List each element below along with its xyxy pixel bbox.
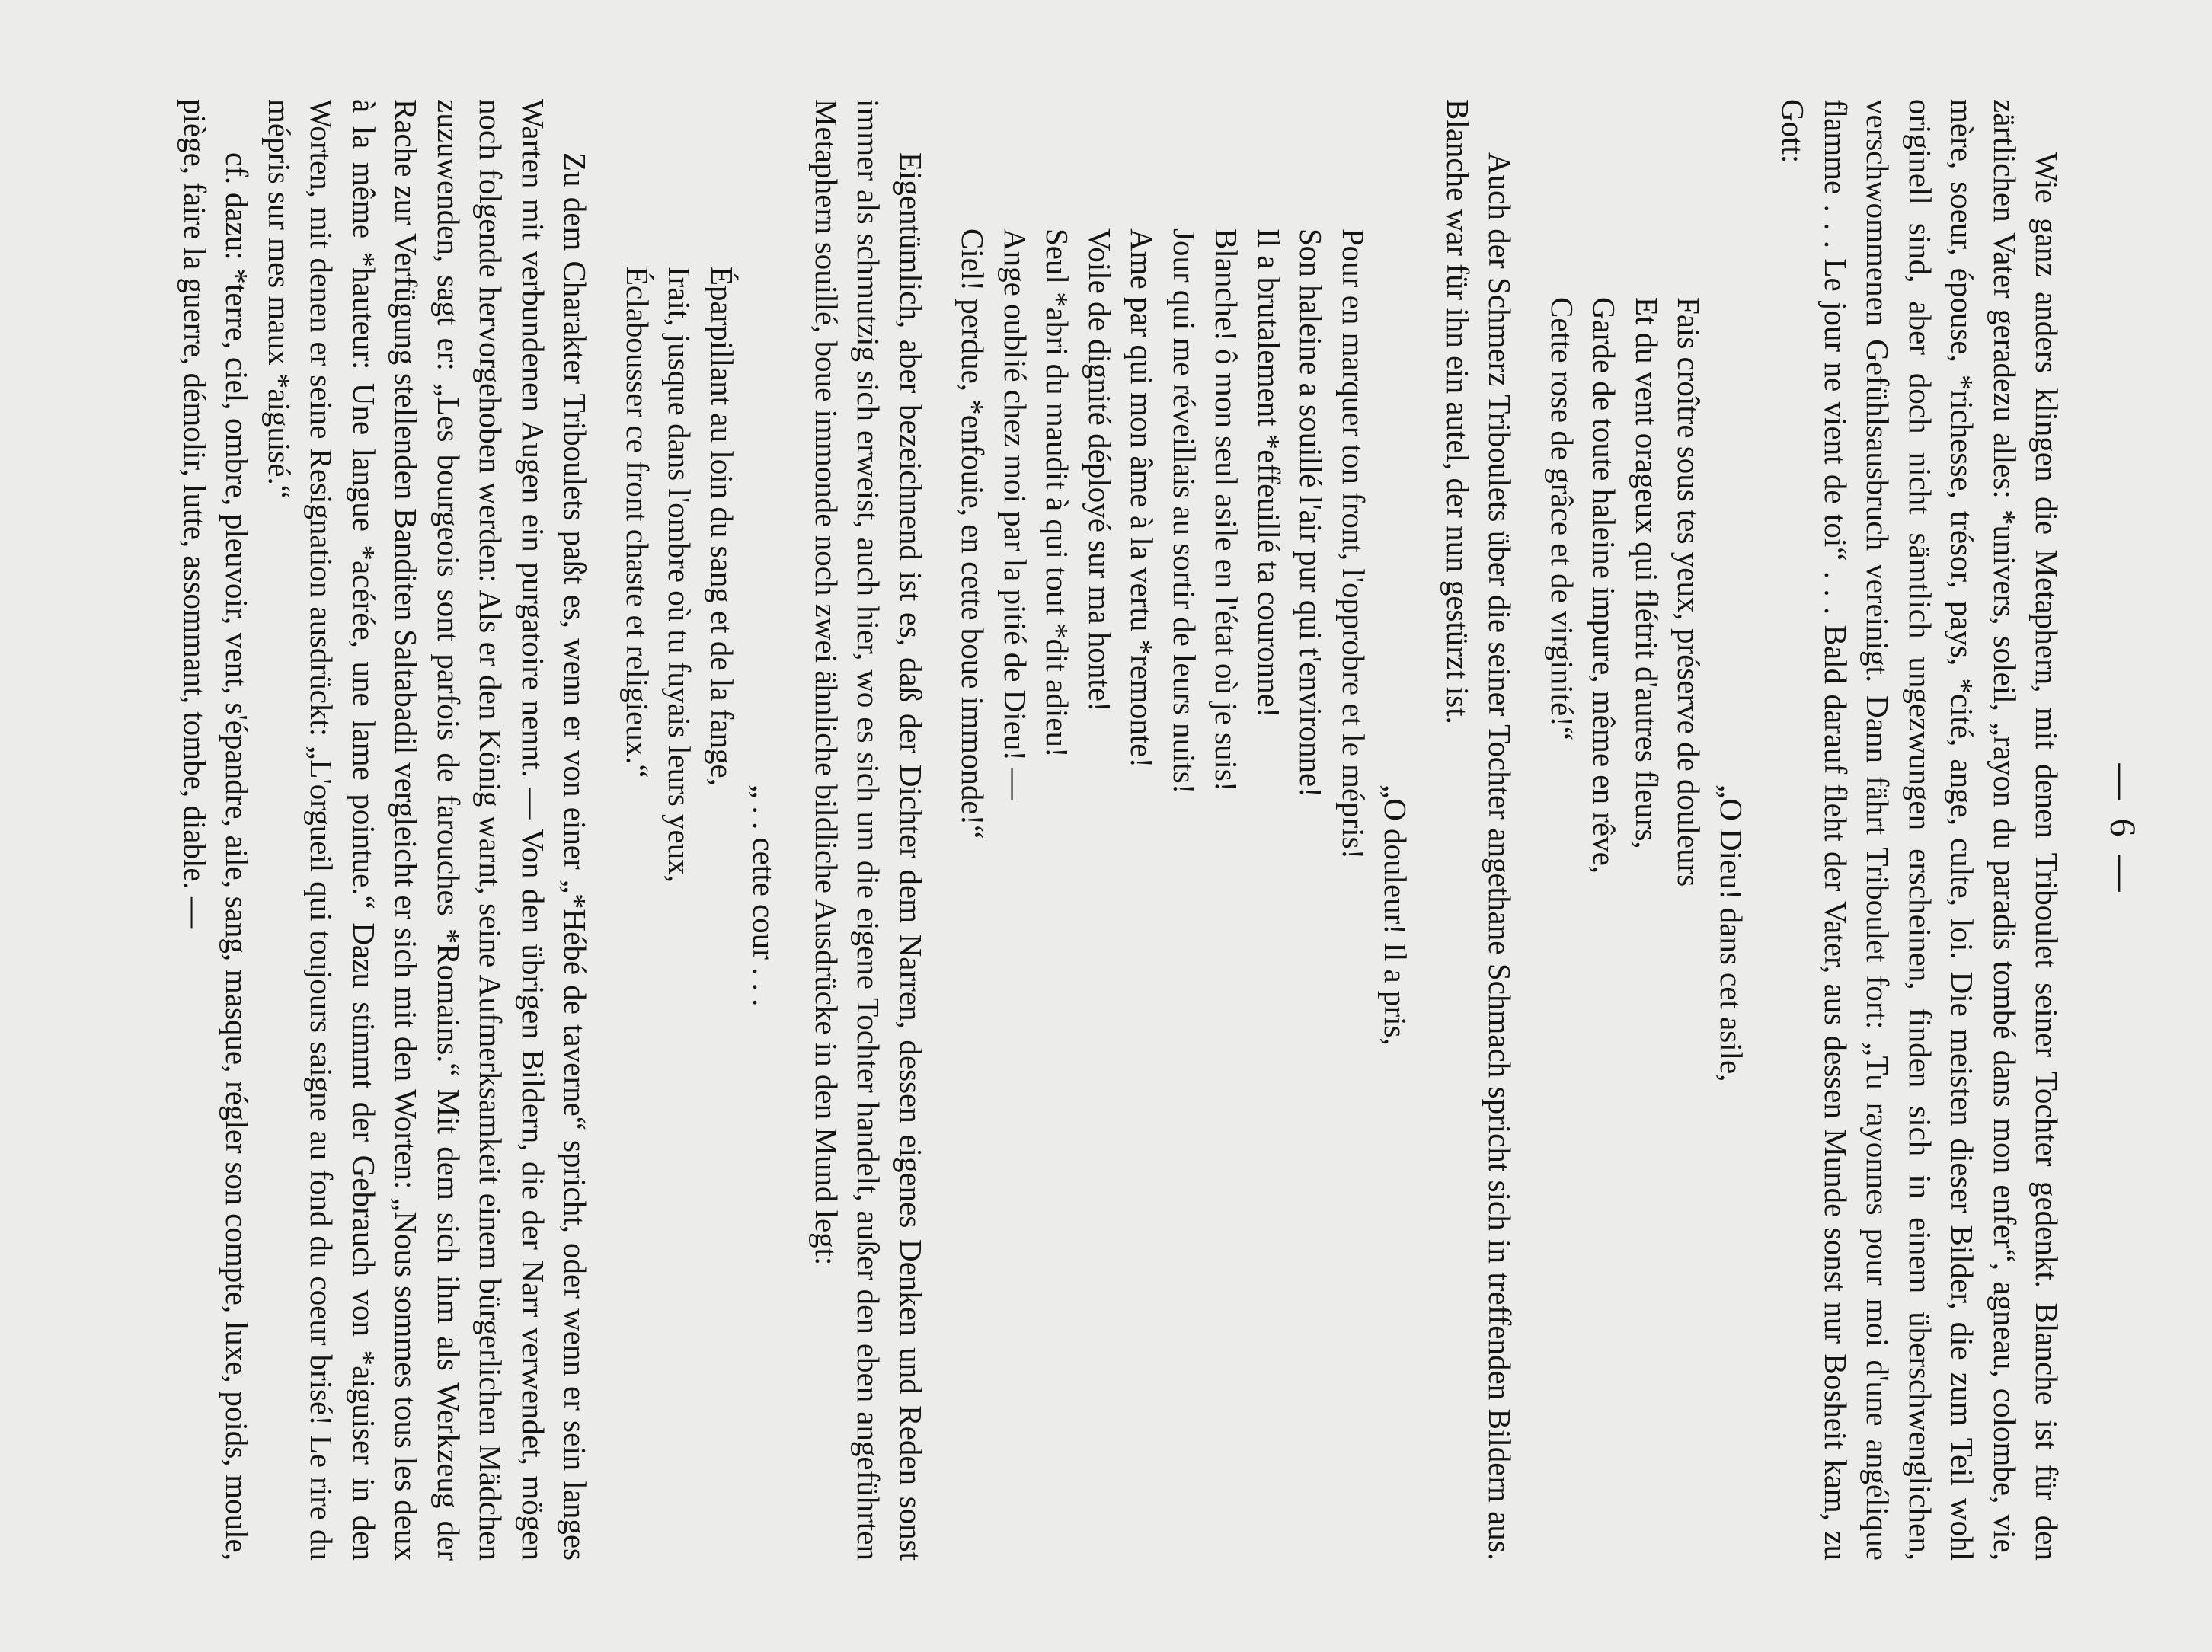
verse-line: Garde de toute haleine impure, même en rêve, bbox=[1587, 297, 1622, 874]
paragraph-1: Wie ganz anders klingen die Metaphern, mit denen Triboulet seiner Tochter gedenkt. Blanche ist für den zärtlichen Vater geradezu alles: *univers, soleil, „rayon du paradis tombé dans mon enfer“, agneau, colombe, vie, mère, soeur, épouse, *richesse, trésor, pays, *cité, ange, culte, loi. Die meisten dieser Bilder, die zum Teil wohl originell sind, aber doch nicht sämtlich ungezwungen erscheinen, finden sich in einem überschwenglichen, verschwommenen Gefühlsausbruch vereinigt. Dann fährt Triboulet fort: „Tu rayonnes pour moi d'une angélique flamme . . . Le jour ne vient de toi“ . . . Bald darauf fleht der Vater, aus dessen Munde sonst nur Bosheit kam, zu Gott: bbox=[1776, 99, 2065, 1561]
verse-quote-1 bbox=[1541, 99, 1753, 1561]
verse-line: Et du vent orageux qui flétrit d'autres fleurs, bbox=[1629, 297, 1664, 849]
verse-line: „O Dieu! dans cet asile, bbox=[1714, 784, 1749, 1082]
verse-line: Seul *abri du maudit à qui tout *dit adieu! bbox=[1040, 228, 1076, 758]
verse-line: Son haleine a souillé l'air pur qui t'environne! bbox=[1293, 228, 1329, 797]
paragraph-5: cf. dazu: *terre, ciel, ombre, pleuvoir, vent, s'épandre, aile, sang, masque, régler son compte, luxe, poids, moule, piège, faire la guerre, démolir, lutte, assommant, tombe, diable. — bbox=[177, 99, 255, 1561]
verse-line: Ciel! perdue, *enfouie, en cette boue immonde!“ bbox=[955, 228, 991, 839]
verse-line: Jour qui me réveillais au sortir de leurs nuits! bbox=[1167, 228, 1202, 794]
verse-line: Éclabousser ce front chaste et religieux.“ bbox=[620, 267, 655, 778]
verse-quote-3 bbox=[616, 99, 785, 1561]
verse-line: Ame par qui mon âme à la vertu *remonte! bbox=[1124, 228, 1160, 768]
verse-line: „ . . cette cour . . . bbox=[746, 784, 782, 1007]
verse-line: Voile de dignité déployé sur ma honte! bbox=[1082, 228, 1117, 712]
verse-line: Fais croître sous tes yeux, préserve de douleurs bbox=[1671, 297, 1707, 887]
verse-line: Ange oublié chez moi par la pitié de Dieu! — bbox=[998, 228, 1033, 800]
verse-quote-2 bbox=[951, 99, 1417, 1561]
page-number: — 6 — bbox=[2102, 763, 2143, 896]
paragraph-3: Eigentümlich, aber bezeichnend ist es, daß der Dichter dem Narren, dessen eigenes Denken und Reden sonst immer als schmutzig sich erweist, auch hier, wo es sich um die eigene Tochter handelt, außer den eben angeführten Metaphern souillé, boue immonde noch zwei ähnliche bildliche Ausdrücke in den Mund legt: bbox=[809, 99, 929, 1561]
verse-line: Irait, jusque dans l'ombre où tu fuyais leurs yeux, bbox=[662, 267, 698, 883]
verse-line: Il a brutalement *effeuillé ta couronne! bbox=[1251, 228, 1287, 718]
paragraph-4: Zu dem Charakter Triboulets paßt es, wenn er von einer „*Hébé de taverne“ spricht, oder wenn er sein langes Warten mit verbundenen Augen ein purgatoire nennt. — Von den übrigen Bildern, die der Narr verwendet, mögen noch folgende hervorgehoben werden: Als er den König warnt, seine Aufmerksamkeit einem bürgerlichen Mädchen zuzuwenden, sagt er: „Les bourgeois sont parfois de farouches *Romains.“ Mit dem sich ihm als Werkzeug der Rache zur Verfügung stellenden Banditen Saltabadil vergleicht er sich mit den Worten: „Nous sommes tous les deux à la même *hauteur: Une langue *acérée, une lame pointue.“ Dazu stimmt der Gebrauch von *aiguiser in den Worten, mit denen er seine Resignation ausdrückt: „L'orgueil qui toujours saigne au fond du coeur brisé! Le rire du mépris sur mes maux *aiguisé.“ bbox=[262, 99, 593, 1561]
verse-line: Pour en marquer ton front, l'opprobre et le mépris! bbox=[1336, 228, 1371, 860]
verse-line: Éparpillant au loin du sang et de la fange, bbox=[705, 267, 740, 786]
verse-line: Cette rose de grâce et de virginité!“ bbox=[1545, 297, 1580, 741]
verse-line: Blanche! ô mon seul asile en l'état où je suis! bbox=[1209, 228, 1245, 792]
paragraph-2: Auch der Schmerz Triboulets über die seiner Tochter angethane Schmach spricht sich in treffenden Bildern aus. Blanche war für ihn ein autel, der nun gestürzt ist. bbox=[1440, 99, 1518, 1561]
verse-line: „O douleur! Il a pris, bbox=[1378, 784, 1414, 1046]
